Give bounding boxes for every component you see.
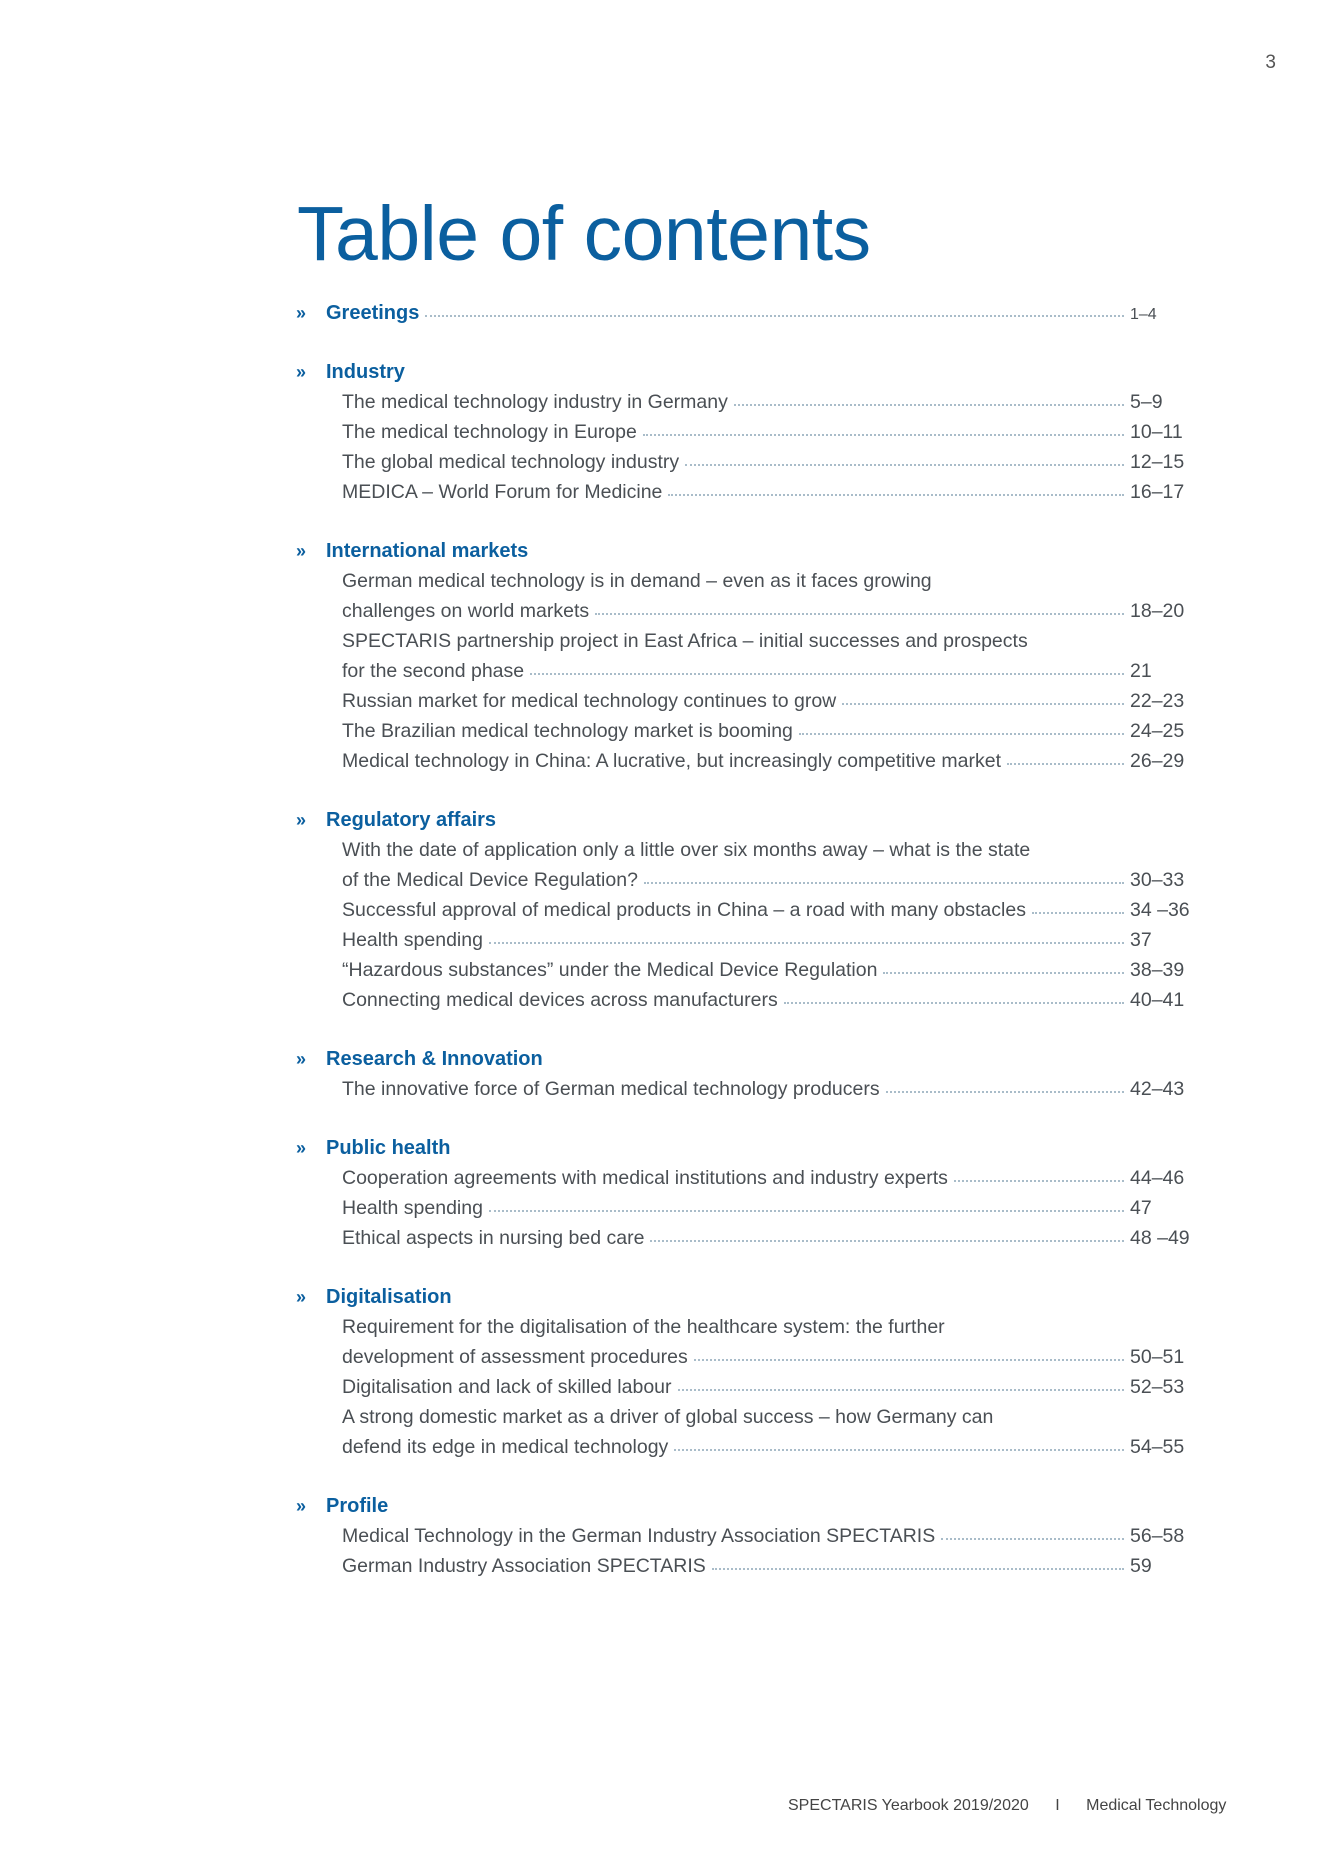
toc-entry-line bbox=[296, 600, 1196, 630]
toc-entry-title: The Brazilian medical technology market is booming bbox=[342, 720, 793, 742]
chevron-right-icon: » bbox=[296, 1138, 307, 1158]
toc-entry-title: Cooperation agreements with medical institutions and industry experts bbox=[342, 1167, 948, 1189]
toc-page-range: 38–39 bbox=[1130, 959, 1185, 981]
toc-section-label: Industry bbox=[326, 361, 405, 383]
table-of-contents bbox=[296, 302, 1196, 1614]
toc-entry-line bbox=[296, 750, 1196, 780]
toc-page-range: 34 –36 bbox=[1130, 899, 1190, 921]
toc-entry-title: defend its edge in medical technology bbox=[342, 1436, 669, 1458]
toc-section bbox=[296, 1137, 1196, 1257]
toc-page-range: 47 bbox=[1130, 1197, 1152, 1219]
toc-entry-title: challenges on world markets bbox=[342, 600, 590, 622]
toc-entry[interactable] bbox=[296, 899, 1196, 929]
toc-page-range: 50–51 bbox=[1130, 1346, 1185, 1368]
toc-section bbox=[296, 1286, 1196, 1466]
toc-page-range: 12–15 bbox=[1130, 451, 1185, 473]
toc-entry[interactable] bbox=[296, 421, 1196, 451]
toc-page-range: 1–4 bbox=[1130, 306, 1157, 323]
toc-entry-line bbox=[296, 1316, 1196, 1346]
toc-page-range: 44–46 bbox=[1130, 1167, 1185, 1189]
toc-page-range: 59 bbox=[1130, 1555, 1152, 1577]
toc-section-heading[interactable] bbox=[296, 302, 1196, 332]
toc-entry-line bbox=[296, 1167, 1196, 1197]
toc-page-range: 54–55 bbox=[1130, 1436, 1185, 1458]
toc-entry-title: Health spending bbox=[342, 929, 483, 951]
leader-dots bbox=[799, 733, 1124, 735]
leader-dots bbox=[784, 1002, 1124, 1004]
toc-entry-title: Requirement for the digitalisation of the healthcare system: the further bbox=[342, 1316, 945, 1338]
toc-entry[interactable] bbox=[296, 929, 1196, 959]
toc-entry[interactable] bbox=[296, 1376, 1196, 1406]
toc-entry[interactable] bbox=[296, 690, 1196, 720]
toc-section bbox=[296, 361, 1196, 511]
leader-dots bbox=[678, 1389, 1124, 1391]
toc-entry-title: The medical technology in Europe bbox=[342, 421, 637, 443]
page-number: 3 bbox=[1265, 52, 1276, 73]
toc-entry-line bbox=[296, 690, 1196, 720]
toc-entry[interactable] bbox=[296, 1167, 1196, 1197]
toc-entry-title: MEDICA – World Forum for Medicine bbox=[342, 481, 663, 503]
leader-dots bbox=[685, 464, 1124, 466]
toc-entry[interactable] bbox=[296, 1555, 1196, 1585]
toc-entry-title: of the Medical Device Regulation? bbox=[342, 869, 638, 891]
toc-entry-line bbox=[296, 1346, 1196, 1376]
toc-entry-line bbox=[296, 451, 1196, 481]
toc-page-range: 52–53 bbox=[1130, 1376, 1185, 1398]
toc-page-range: 48 –49 bbox=[1130, 1227, 1190, 1249]
toc-entry[interactable] bbox=[296, 630, 1196, 690]
leader-dots bbox=[650, 1240, 1124, 1242]
toc-entry[interactable] bbox=[296, 391, 1196, 421]
toc-entry-line bbox=[296, 1078, 1196, 1108]
chevron-right-icon: » bbox=[296, 541, 307, 561]
toc-entry-title: German Industry Association SPECTARIS bbox=[342, 1555, 706, 1577]
toc-page-range: 16–17 bbox=[1130, 481, 1185, 503]
toc-entry-line bbox=[296, 929, 1196, 959]
toc-entry-line bbox=[296, 1436, 1196, 1466]
chevron-right-icon: » bbox=[296, 1287, 307, 1307]
leader-dots bbox=[954, 1180, 1124, 1182]
toc-entry-title: “Hazardous substances” under the Medical Device Regulation bbox=[342, 959, 878, 981]
toc-entry-title: The global medical technology industry bbox=[342, 451, 680, 473]
toc-section bbox=[296, 1048, 1196, 1108]
toc-entry-line bbox=[296, 1197, 1196, 1227]
toc-entry-title: development of assessment procedures bbox=[342, 1346, 688, 1368]
toc-section-heading[interactable] bbox=[296, 1048, 1196, 1078]
toc-entry[interactable] bbox=[296, 481, 1196, 511]
toc-section-label: Regulatory affairs bbox=[326, 809, 497, 831]
toc-page-range: 21 bbox=[1130, 660, 1152, 682]
toc-entry[interactable] bbox=[296, 750, 1196, 780]
toc-entry[interactable] bbox=[296, 1227, 1196, 1257]
toc-section-heading[interactable] bbox=[296, 809, 1196, 839]
toc-page-range: 42–43 bbox=[1130, 1078, 1185, 1100]
toc-entry-title: The medical technology industry in Germany bbox=[342, 391, 728, 413]
toc-entry[interactable] bbox=[296, 989, 1196, 1019]
toc-entry-line bbox=[296, 391, 1196, 421]
toc-entry[interactable] bbox=[296, 959, 1196, 989]
toc-entry-line bbox=[296, 570, 1196, 600]
toc-entry-line bbox=[296, 1227, 1196, 1257]
toc-entry-title: A strong domestic market as a driver of global success – how Germany can bbox=[342, 1406, 994, 1428]
toc-section bbox=[296, 809, 1196, 1019]
toc-entry-line bbox=[296, 959, 1196, 989]
toc-entry-line bbox=[296, 869, 1196, 899]
toc-page-range: 40–41 bbox=[1130, 989, 1185, 1011]
toc-section bbox=[296, 540, 1196, 780]
page-footer bbox=[788, 1797, 1226, 1815]
chevron-right-icon: » bbox=[296, 303, 307, 323]
leader-dots bbox=[842, 703, 1124, 705]
leader-dots bbox=[734, 404, 1124, 406]
footer-publication: SPECTARIS Yearbook 2019/2020 bbox=[788, 1797, 1029, 1814]
toc-entry-line bbox=[296, 899, 1196, 929]
leader-dots bbox=[643, 434, 1124, 436]
toc-entry-title: German medical technology is in demand – even as it faces growing bbox=[342, 570, 932, 592]
toc-entry-title: Digitalisation and lack of skilled labour bbox=[342, 1376, 672, 1398]
toc-entry-title: SPECTARIS partnership project in East Africa – initial successes and prospects bbox=[342, 630, 1028, 652]
leader-dots bbox=[712, 1568, 1124, 1570]
leader-dots bbox=[489, 942, 1124, 944]
toc-entry[interactable] bbox=[296, 839, 1196, 899]
toc-entry-title: Medical Technology in the German Industry Association SPECTARIS bbox=[342, 1525, 936, 1547]
toc-entry-title: The innovative force of German medical technology producers bbox=[342, 1078, 880, 1100]
toc-entry[interactable] bbox=[296, 1197, 1196, 1227]
leader-dots bbox=[886, 1091, 1124, 1093]
toc-entry-title: Health spending bbox=[342, 1197, 483, 1219]
leader-dots bbox=[644, 882, 1124, 884]
toc-entry-line bbox=[296, 421, 1196, 451]
toc-entry-title: Medical technology in China: A lucrative, but increasingly competitive market bbox=[342, 750, 1001, 772]
toc-section-label: Digitalisation bbox=[326, 1286, 452, 1308]
toc-section-heading[interactable] bbox=[296, 1495, 1196, 1525]
toc-entry[interactable] bbox=[296, 1406, 1196, 1466]
toc-entry-title: Russian market for medical technology continues to grow bbox=[342, 690, 837, 712]
toc-entry-line bbox=[296, 481, 1196, 511]
toc-section-label: Greetings bbox=[326, 302, 420, 324]
toc-entry-line bbox=[296, 989, 1196, 1019]
toc-page-range: 24–25 bbox=[1130, 720, 1185, 742]
toc-entry[interactable] bbox=[296, 1078, 1196, 1108]
toc-entry-title: Ethical aspects in nursing bed care bbox=[342, 1227, 645, 1249]
toc-section-label: Public health bbox=[326, 1137, 451, 1159]
leader-dots bbox=[1032, 912, 1124, 914]
toc-page-range: 26–29 bbox=[1130, 750, 1185, 772]
leader-dots bbox=[1007, 763, 1124, 765]
toc-entry[interactable] bbox=[296, 570, 1196, 630]
toc-entry[interactable] bbox=[296, 1525, 1196, 1555]
toc-entry-line bbox=[296, 1406, 1196, 1436]
toc-entry-title: Connecting medical devices across manufacturers bbox=[342, 989, 778, 1011]
toc-page-range: 18–20 bbox=[1130, 600, 1185, 622]
toc-entry[interactable] bbox=[296, 1316, 1196, 1376]
footer-section: Medical Technology bbox=[1086, 1797, 1227, 1814]
toc-entry-line bbox=[296, 630, 1196, 660]
chevron-right-icon: » bbox=[296, 1049, 307, 1069]
toc-section-label: Research & Innovation bbox=[326, 1048, 543, 1070]
leader-dots bbox=[941, 1538, 1124, 1540]
toc-section-label: Profile bbox=[326, 1495, 389, 1517]
toc-page-range: 5–9 bbox=[1130, 391, 1163, 413]
page-title: Table of contents bbox=[297, 191, 871, 277]
toc-entry-title: Successful approval of medical products in China – a road with many obstacles bbox=[342, 899, 1026, 921]
toc-section-heading[interactable] bbox=[296, 1137, 1196, 1167]
leader-dots bbox=[674, 1449, 1124, 1451]
toc-entry[interactable] bbox=[296, 720, 1196, 750]
leader-dots bbox=[595, 613, 1124, 615]
toc-section-heading[interactable] bbox=[296, 361, 1196, 391]
toc-page-range: 22–23 bbox=[1130, 690, 1185, 712]
toc-section-heading[interactable] bbox=[296, 540, 1196, 570]
footer-separator: I bbox=[1055, 1797, 1060, 1814]
leader-dots bbox=[668, 494, 1124, 496]
toc-section bbox=[296, 302, 1196, 332]
leader-dots bbox=[530, 673, 1124, 675]
toc-section-heading[interactable] bbox=[296, 1286, 1196, 1316]
toc-entry-line bbox=[296, 720, 1196, 750]
toc-entry-title: for the second phase bbox=[342, 660, 525, 682]
toc-section-label: International markets bbox=[326, 540, 529, 562]
leader-dots bbox=[489, 1210, 1124, 1212]
chevron-right-icon: » bbox=[296, 810, 307, 830]
chevron-right-icon: » bbox=[296, 362, 307, 382]
chevron-right-icon: » bbox=[296, 1496, 307, 1516]
toc-entry-line bbox=[296, 660, 1196, 690]
toc-entry-line bbox=[296, 1376, 1196, 1406]
leader-dots bbox=[883, 972, 1124, 974]
toc-page-range: 37 bbox=[1130, 929, 1152, 951]
toc-page-range: 30–33 bbox=[1130, 869, 1185, 891]
toc-entry-line bbox=[296, 1555, 1196, 1585]
leader-dots bbox=[694, 1359, 1124, 1361]
toc-entry-line bbox=[296, 839, 1196, 869]
toc-entry-line bbox=[296, 1525, 1196, 1555]
toc-page-range: 56–58 bbox=[1130, 1525, 1185, 1547]
leader-dots bbox=[425, 315, 1124, 317]
toc-section bbox=[296, 1495, 1196, 1585]
toc-page-range: 10–11 bbox=[1130, 421, 1183, 443]
toc-entry-title: With the date of application only a little over six months away – what is the state bbox=[342, 839, 1031, 861]
toc-entry[interactable] bbox=[296, 451, 1196, 481]
